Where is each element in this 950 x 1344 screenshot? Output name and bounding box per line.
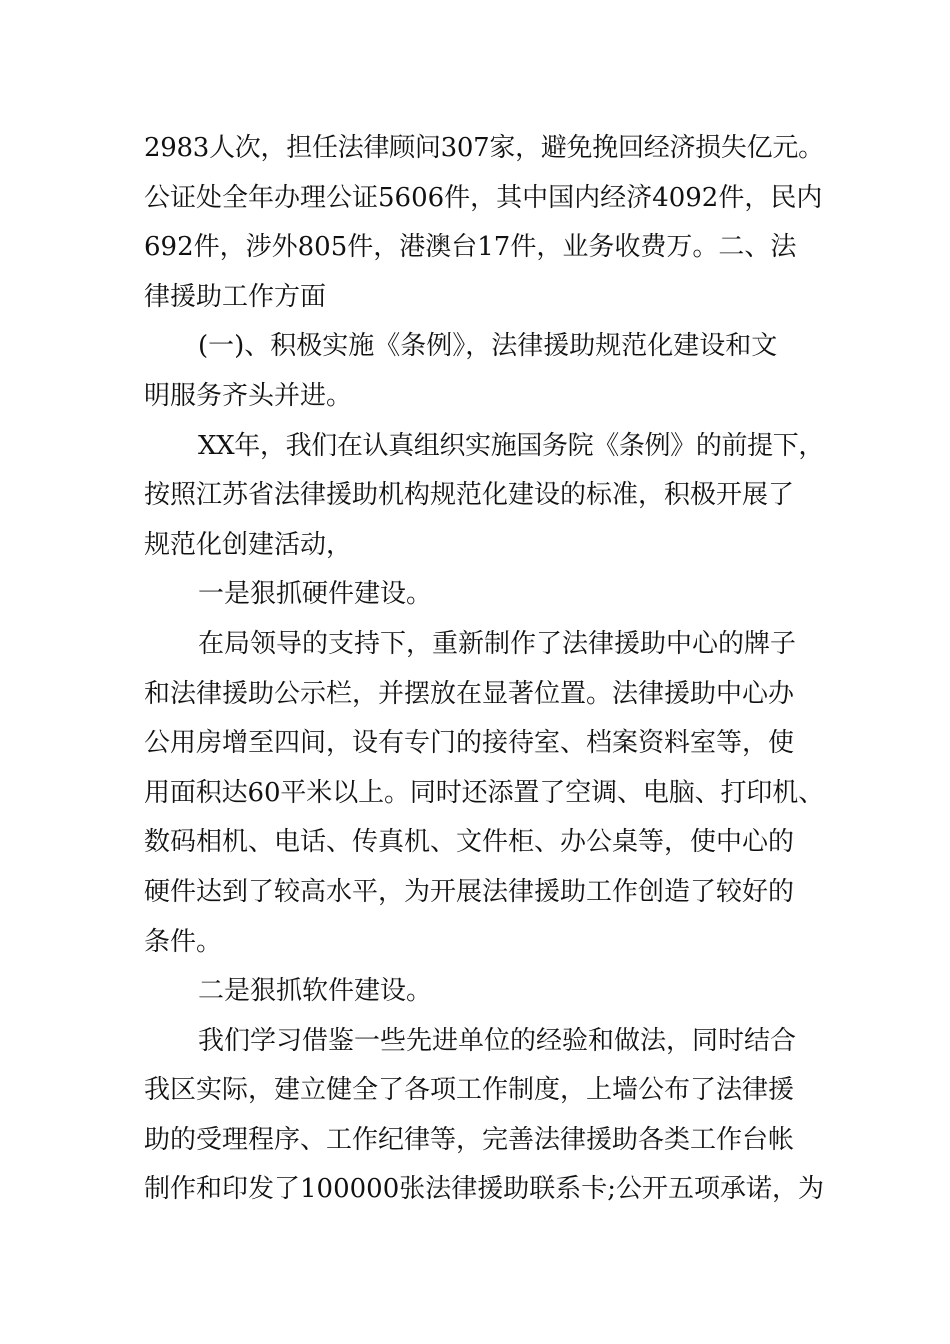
- text-line: 在局领导的支持下，重新制作了法律援助中心的牌子: [198, 628, 797, 659]
- text-line: 一是狠抓硬件建设。: [198, 579, 433, 610]
- text-line: 制作和印发了100000张法律援助联系卡;公开五项承诺，为: [144, 1174, 825, 1205]
- text-line: 692件，涉外805件，港澳台17件，业务收费万。二、法: [144, 232, 797, 263]
- text-line: 用面积达60平米以上。同时还添置了空调、电脑、打印机、: [144, 777, 825, 808]
- text-line: 助的受理程序、工作纪律等，完善法律援助各类工作台帐: [144, 1124, 795, 1155]
- text-line: XX年，我们在认真组织实施国务院《条例》的前提下，: [198, 430, 825, 461]
- text-line: 按照江苏省法律援助机构规范化建设的标准，积极开展了: [144, 480, 795, 511]
- text-line: 二是狠抓软件建设。: [198, 976, 433, 1007]
- text-line: 律援助工作方面: [144, 281, 327, 312]
- text-line: 明服务齐头并进。: [144, 380, 353, 411]
- text-line: 规范化创建活动，: [144, 529, 353, 560]
- text-line: 硬件达到了较高水平，为开展法律援助工作创造了较好的: [144, 876, 795, 907]
- text-line: 我区实际，建立健全了各项工作制度，上墙公布了法律援: [144, 1075, 795, 1106]
- document-body: [144, 124, 824, 1215]
- text-line: 2983人次，担任法律顾问307家，避免挽回经济损失亿元。: [144, 133, 824, 163]
- text-line: (一)、积极实施《条例》，法律援助规范化建设和文: [198, 331, 778, 362]
- text-line: 公用房增至四间，设有专门的接待室、档案资料室等，使: [144, 728, 795, 759]
- text-line: 数码相机、电话、传真机、文件柜、办公桌等，使中心的: [144, 827, 795, 858]
- text-line: 我们学习借鉴一些先进单位的经验和做法，同时结合: [198, 1025, 797, 1056]
- text-line: 和法律援助公示栏，并摆放在显著位置。法律援助中心办: [144, 678, 795, 709]
- text-line: 公证处全年办理公证5606件，其中国内经济4092件，民内: [144, 182, 823, 213]
- text-line: 条件。: [144, 926, 223, 957]
